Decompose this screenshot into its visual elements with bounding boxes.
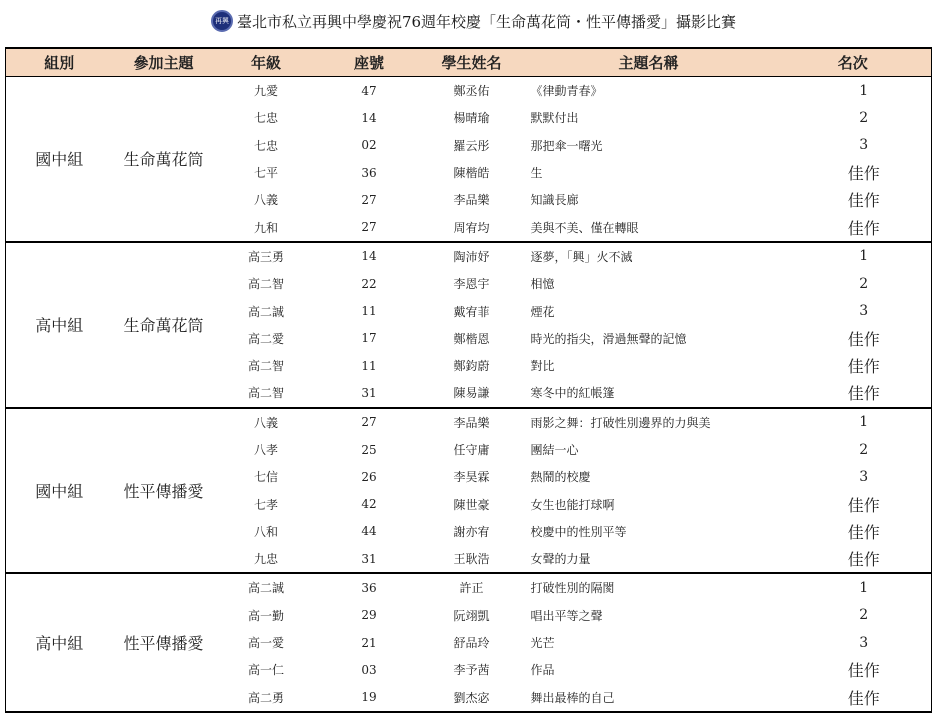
grade-cell: 七忠: [253, 111, 278, 126]
seat-cell: 31: [318, 545, 421, 573]
grade-cell: 高二智: [247, 359, 284, 374]
seat-cell: 31: [318, 379, 421, 407]
rank-cell: 1: [775, 242, 932, 270]
group-cell: 國中組: [6, 408, 113, 574]
seat-cell: 11: [361, 358, 377, 373]
seat-cell: 22: [361, 276, 377, 291]
seat-cell: 03: [361, 662, 377, 677]
grade-cell: 高二愛: [247, 331, 284, 346]
work-title-cell: 相憶: [530, 277, 555, 292]
student-name-cell: 李予茜: [453, 663, 490, 678]
rank-cell: 2: [859, 109, 869, 126]
work-title-cell: 寒冬中的紅帳篷: [523, 379, 775, 407]
grade-cell: 七平: [253, 166, 278, 181]
seat-cell: 25: [361, 442, 377, 457]
grade-cell: 高三勇: [215, 242, 318, 270]
group-cell: 高中組: [6, 573, 113, 711]
grade-cell: 八和: [253, 524, 278, 539]
student-name-cell: 陳易謙: [421, 379, 523, 407]
grade-cell: 高一仁: [247, 663, 284, 678]
student-name-cell: 周宥均: [421, 213, 523, 241]
header-group: 組別: [6, 48, 113, 77]
header-student-name: 學生姓名: [421, 48, 523, 77]
seat-cell: 42: [361, 497, 377, 512]
rank-cell: 3: [859, 303, 869, 320]
student-name-cell: 舒品玲: [453, 636, 490, 651]
rank-cell: 佳作: [775, 684, 932, 712]
work-title-cell: 美與不美、僅在轉眼: [523, 213, 775, 241]
rank-cell: 2: [859, 275, 869, 292]
header-work-title: 主題名稱: [523, 48, 775, 77]
student-name-cell: 謝亦宥: [453, 524, 490, 539]
rank-cell: 佳作: [847, 522, 880, 542]
header-topic: 參加主題: [113, 48, 215, 77]
student-name-cell: 許正: [421, 573, 523, 601]
student-name-cell: 任守庸: [453, 443, 490, 457]
work-title-cell: 光芒: [530, 636, 555, 651]
work-title-cell: 熱鬧的校慶: [530, 470, 591, 485]
grade-cell: 七孝: [253, 497, 278, 512]
grade-cell: 高二智: [247, 277, 284, 292]
student-name-cell: 李昊霖: [453, 470, 490, 485]
results-body: [6, 77, 932, 712]
rank-cell: 佳作: [847, 495, 880, 515]
student-name-cell: 李品樂: [453, 193, 490, 208]
work-title-cell: 對比: [530, 359, 555, 374]
seat-cell: 44: [361, 524, 377, 539]
grade-cell: 高一勤: [247, 608, 284, 623]
rank-cell: 佳作: [775, 379, 932, 407]
results-table: [5, 47, 932, 713]
rank-cell: 2: [859, 441, 869, 458]
seat-cell: 27: [318, 408, 421, 436]
seat-cell: 02: [361, 138, 377, 153]
seat-cell: 36: [318, 573, 421, 601]
student-name-cell: 鄭丞佑: [421, 77, 523, 105]
work-title-cell: 作品: [530, 663, 555, 678]
seat-cell: 11: [361, 304, 377, 319]
grade-cell: 九忠: [215, 545, 318, 573]
grade-cell: 高二誠: [215, 573, 318, 601]
student-name-cell: 劉杰宓: [421, 684, 523, 712]
seat-cell: 14: [318, 242, 421, 270]
work-title-cell: 女生也能打球啊: [530, 497, 615, 512]
seat-cell: 19: [318, 684, 421, 712]
student-name-cell: 羅云彤: [453, 138, 490, 153]
work-title-cell: 唱出平等之聲: [530, 608, 603, 623]
student-name-cell: 鄭鈞蔚: [453, 359, 490, 374]
grade-cell: 高二智: [215, 379, 318, 407]
table-row: [6, 242, 932, 270]
seat-cell: 21: [361, 635, 377, 650]
rank-cell: 3: [859, 468, 869, 485]
group-cell: 國中組: [6, 77, 113, 242]
rank-cell: 1: [775, 573, 932, 601]
page-title-bar: [0, 6, 947, 36]
header-rank: 名次: [775, 48, 932, 77]
student-name-cell: 戴宥菲: [453, 304, 490, 319]
seat-cell: 27: [361, 192, 377, 207]
grade-cell: 七忠: [253, 138, 278, 153]
topic-cell: 生命萬花筒: [113, 242, 215, 408]
student-name-cell: 鄭楷恩: [453, 331, 490, 346]
page-title: 臺北市私立再興中學慶祝76週年校慶「生命萬花筒・性平傳播愛」攝影比賽: [236, 12, 737, 31]
seat-cell: 47: [318, 77, 421, 105]
work-title-cell: 時光的指尖，滑過無聲的記憶: [530, 331, 687, 346]
grade-cell: 八孝: [253, 443, 278, 457]
work-title-cell: 生: [530, 166, 543, 181]
student-name-cell: 王耿浩: [421, 545, 523, 573]
topic-cell: 生命萬花筒: [113, 77, 215, 242]
seat-cell: 27: [318, 213, 421, 241]
work-title-cell: 舞出最棒的自己: [523, 684, 775, 712]
grade-cell: 八義: [215, 408, 318, 436]
grade-cell: 高二誠: [247, 304, 284, 319]
seat-cell: 17: [361, 331, 377, 346]
grade-cell: 九愛: [215, 77, 318, 105]
header-grade: 年級: [215, 48, 318, 77]
school-logo-icon: 再興: [211, 10, 233, 32]
table-row: [6, 77, 932, 105]
work-title-cell: 雨影之舞：打破性別邊界的力與美: [523, 408, 775, 436]
student-name-cell: 李恩宇: [453, 277, 490, 292]
rank-cell: 1: [775, 408, 932, 436]
work-title-cell: 女聲的力量: [523, 545, 775, 573]
seat-cell: 14: [361, 110, 377, 125]
work-title-cell: 默默付出: [530, 111, 579, 126]
rank-cell: 佳作: [775, 213, 932, 241]
rank-cell: 佳作: [847, 661, 880, 681]
group-cell: 高中組: [6, 242, 113, 408]
rank-cell: 3: [859, 137, 869, 154]
work-title-cell: 煙花: [530, 304, 555, 319]
header-seat: 座號: [318, 48, 421, 77]
student-name-cell: 陳楷皓: [453, 166, 490, 181]
student-name-cell: 阮翊凱: [453, 608, 490, 623]
grade-cell: 高二勇: [215, 684, 318, 712]
table-row: [6, 408, 932, 436]
topic-cell: 性平傳播愛: [113, 408, 215, 574]
header-row: [6, 48, 932, 77]
seat-cell: 29: [361, 608, 377, 623]
rank-cell: 1: [775, 77, 932, 105]
work-title-cell: 那把傘一曙光: [530, 138, 603, 153]
grade-cell: 九和: [215, 213, 318, 241]
rank-cell: 佳作: [847, 357, 880, 377]
work-title-cell: 校慶中的性別平等: [530, 524, 627, 539]
rank-cell: 佳作: [847, 191, 880, 211]
work-title-cell: 團結一心: [530, 443, 579, 457]
work-title-cell: 打破性別的隔閡: [523, 573, 775, 601]
student-name-cell: 陳世豪: [453, 497, 490, 512]
student-name-cell: 李品樂: [421, 408, 523, 436]
work-title-cell: 知識長廊: [530, 193, 579, 208]
grade-cell: 高一愛: [247, 636, 284, 651]
work-title-cell: 《律動青春》: [523, 77, 775, 105]
rank-cell: 2: [859, 607, 869, 624]
table-row: [6, 573, 932, 601]
work-title-cell: 逐夢，「興」火不滅: [523, 242, 775, 270]
grade-cell: 七信: [253, 470, 278, 485]
student-name-cell: 陶沛妤: [421, 242, 523, 270]
topic-cell: 性平傳播愛: [113, 573, 215, 711]
grade-cell: 八義: [253, 193, 278, 208]
rank-cell: 3: [859, 634, 869, 651]
seat-cell: 26: [361, 469, 377, 484]
rank-cell: 佳作: [847, 164, 880, 184]
rank-cell: 佳作: [847, 329, 880, 349]
student-name-cell: 楊晴瑜: [453, 111, 490, 126]
rank-cell: 佳作: [775, 545, 932, 573]
seat-cell: 36: [361, 165, 377, 180]
